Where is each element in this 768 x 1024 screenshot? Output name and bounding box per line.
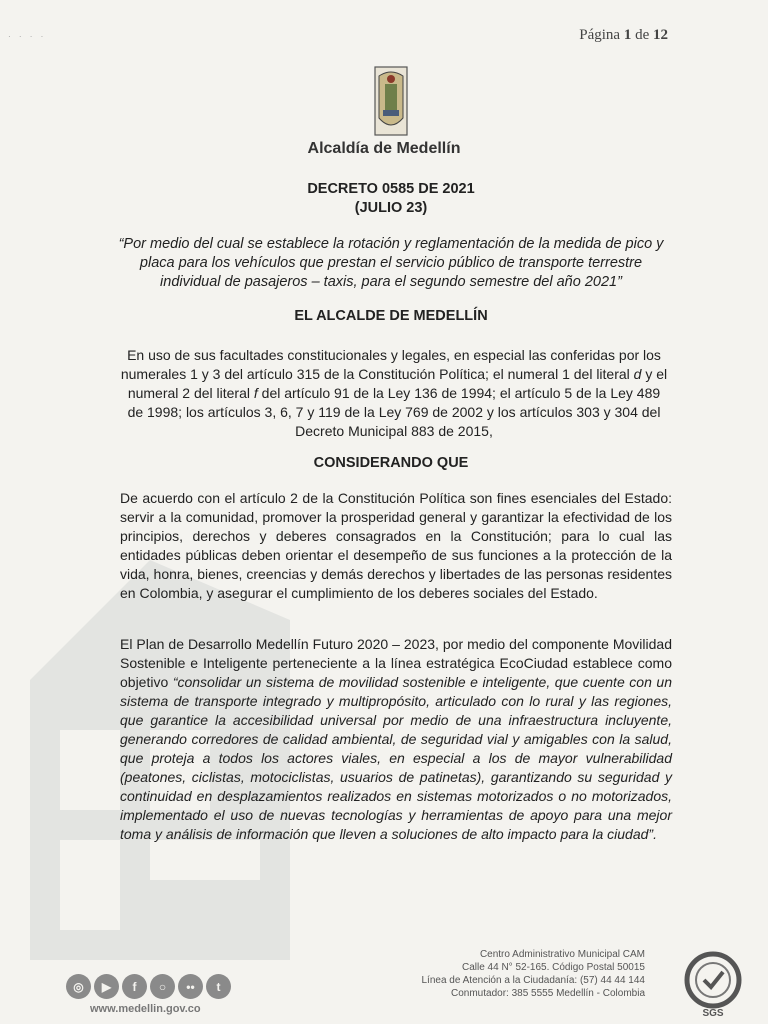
legal-basis-text: del artículo 91 de la Ley 136 de 1994; el artículo 5 de la Ley 489 de 1998; los artículos 3, 6, 7 y 119 de la Ley 769 de 2002 y los artículos 303 y 304 del Decreto Municipal 883 de 2015, xyxy=(127,385,661,439)
page-number-prefix: Página xyxy=(579,27,621,43)
sgs-certification-seal-icon xyxy=(682,950,744,1018)
page-number-of: de xyxy=(635,27,650,43)
legal-basis-paragraph xyxy=(120,346,668,441)
youtube-icon[interactable]: ▶ xyxy=(94,974,119,999)
social-icons xyxy=(66,974,231,999)
scan-artifact: · · · · xyxy=(8,32,47,41)
footer-line: Calle 44 N° 52-165. Código Postal 50015 xyxy=(461,962,645,973)
coat-of-arms-icon xyxy=(374,66,408,136)
cert-label: SGS xyxy=(702,1008,724,1018)
footer-line: Conmutador: 385 5555 Medellín - Colombia xyxy=(451,988,645,999)
plan-objective-quote: “consolidar un sistema de movilidad sostenible e inteligente, que cuente con un sistema de transporte integrado y multipropósito, articulado con lo rural y las regiones, que garantice la accesibilidad universal por medio de una infraestructura incluyente, generando corredores de calidad ambiental, de seguridad vial y amigables con la salud, que proteja a todos los actores viales, en especial a los de mayor vulnerabilidad (peatones, ciclistas, motociclistas, usuarios de patinetas), garantizando su seguridad y continuidad en desplazamientos realizados en sistemas motorizados o no motorizados, implementado el uso de nuevas tecnologías y herramientas de apoyo para una mejor toma y análisis de información que lleven a soluciones de alto impacto para la ciudad”. xyxy=(120,674,672,842)
footer-contact xyxy=(421,948,645,1000)
legal-basis-literal-d: d xyxy=(633,366,642,382)
considering-paragraph-2 xyxy=(120,635,672,844)
rss-icon[interactable]: ◎ xyxy=(66,974,91,999)
legal-basis-text: y el numeral 2 del literal xyxy=(127,366,668,401)
decree-date: (JULIO 23) xyxy=(354,200,428,216)
instagram-icon[interactable]: ○ xyxy=(150,974,175,999)
plan-intro-text: El Plan de Desarrollo Medellín Futuro 2020 – 2023, por medio del componente Movilidad Sostenible e Inteligente perteneciente a la línea estratégica EcoCiudad establece como objetivo xyxy=(120,636,672,690)
page-number-current: 1 xyxy=(623,27,632,43)
flickr-icon[interactable]: •• xyxy=(178,974,203,999)
footer-line: Centro Administrativo Municipal CAM xyxy=(479,949,645,960)
legal-basis-literal-f: f xyxy=(253,385,258,401)
website-link[interactable]: www.medellin.gov.co xyxy=(90,1003,201,1015)
decree-number: DECRETO 0585 DE 2021 xyxy=(307,181,475,197)
organization-title: Alcaldía de Medellín xyxy=(307,140,461,157)
twitter-icon[interactable]: t xyxy=(206,974,231,999)
decree-subject: “Por medio del cual se establece la rotación y reglamentación de la medida de pico y placa para los vehículos que prestan el servicio público de transporte terrestre individual de pasajeros – taxis, para el segundo semestre del año 2021” xyxy=(118,236,664,290)
legal-basis-text: En uso de sus facultades constitucionales y legales, en especial las conferidas por los numerales 1 y 3 del artículo 315 de la Constitución Política; el numeral 1 del literal xyxy=(120,347,661,382)
considering-paragraph-1: De acuerdo con el artículo 2 de la Constitución Política son fines esenciales del Estado: servir a la comunidad, promover la prosperidad general y garantizar la efectividad de los principios, derechos y deberes consagrados en la Constitución; para lo cual las entidades públicas deben orientar el desempeño de sus funciones a la protección de la vida, honra, bienes, creencias y demás derechos y libertades de las personas residentes en Colombia, y asegurar el cumplimiento de los deberes sociales del Estado. xyxy=(120,490,672,601)
page-number xyxy=(579,27,668,44)
considering-heading: CONSIDERANDO QUE xyxy=(313,455,469,471)
authority-heading: EL ALCALDE DE MEDELLÍN xyxy=(294,308,488,324)
page-number-total: 12 xyxy=(653,27,668,43)
footer-line: Línea de Atención a la Ciudadanía: (57) 44 44 144 xyxy=(421,975,645,986)
facebook-icon[interactable]: f xyxy=(122,974,147,999)
decree-header xyxy=(0,180,768,218)
